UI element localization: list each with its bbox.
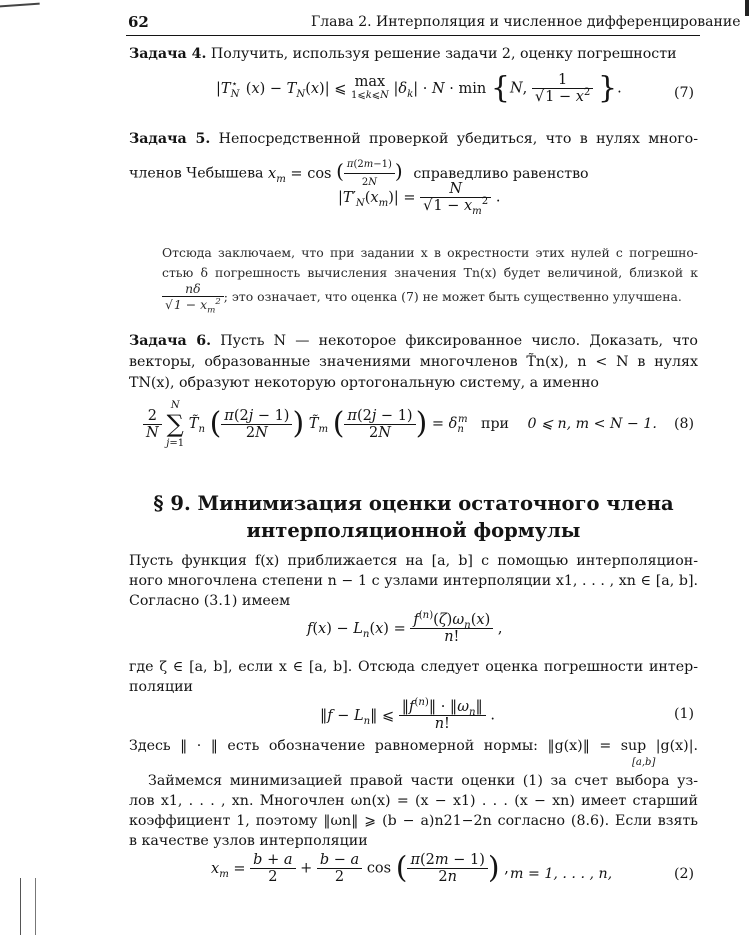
- section-title-line1: § 9. Минимизация оценки остаточного члена: [153, 492, 674, 515]
- sup-subscript: [a,b]: [632, 757, 656, 768]
- formula-2: $x_m$ = $\frac{b + a}{2}$ + $\frac{b - a}{2}$ cos ( $\frac{\pi(2m - 1)}{2n}$ ) ,: [211, 850, 509, 886]
- scan-binding-mark: [20, 878, 36, 935]
- scan-corner-mark: [0, 3, 40, 16]
- body-p4-line3: [129, 813, 698, 830]
- task4-label: Задача 4.: [129, 46, 207, 62]
- task6-cond: 0 ⩽ n, m < N − 1.: [527, 416, 657, 432]
- task6-condition: [481, 416, 657, 433]
- eq-number-7: (7): [674, 85, 695, 101]
- task5-remark-text3: ; это означает, что оценка (7) не может быть существенно улучшена.: [223, 289, 682, 304]
- formula-task4: $|T_N^⋆$ $(x) - T_N(x)|$ ⩽ max 1⩽k⩽N $|\delta_k| \cdot N \cdot \min \{N$, $\frac{1}{√1 - x^2}$ }.: [216, 70, 622, 106]
- section-title-line2: интерполяционной формулы: [246, 519, 581, 542]
- body-p3-line1: [129, 738, 698, 755]
- formula-xm: $x_m = \cos$ ( $\frac{\pi(2m-1)}{2N}$ ): [268, 166, 407, 182]
- task5-remark-line1: [162, 245, 698, 260]
- body-p1-line3: Согласно (3.1) имеем: [129, 593, 291, 609]
- task4-line: [129, 46, 698, 63]
- body-p4-text2: лов x1, . . . , xn. Многочлен ωn(x) = (x − x1) . . . (x − xn) имеет старший: [129, 793, 698, 809]
- body-p1-line1: [129, 553, 698, 570]
- formula-task6: $\frac{2}{N}$ N ∑ j=1 $T̃_n$ ( $\frac{\pi(2j - 1)}{2N}$ ) $T̃_m$ ( $\frac{\pi(2j - 1)}{2N}$ ) = $\delta_n^m$: [143, 398, 474, 450]
- task6-text2: векторы, образованные значениями многочленов T̃n(x), n < N в нулях: [129, 354, 698, 370]
- body-p2-line1: [129, 659, 698, 676]
- eq-number-2: (2): [674, 866, 695, 882]
- eq-number-8: (8): [674, 416, 695, 432]
- body-p4-text1: Займемся минимизацией правой части оценки (1) за счет выбора уз-: [148, 773, 698, 789]
- body-p1-text2: ного многочлена степени n − 1 с узлами интерполяции x1, . . . , xn ∈ [a, b].: [129, 573, 698, 589]
- body-p2-line2: поляции: [129, 679, 193, 695]
- eq-number-1: (1): [674, 706, 695, 722]
- formula-2-range: m = 1, . . . , n,: [510, 866, 613, 882]
- task5-remark-line2: [162, 265, 698, 280]
- task6-label: Задача 6.: [129, 333, 212, 349]
- task5-remark-text1: Отсюда заключаем, что при задании x в окрестности этих нулей с погрешно-: [162, 245, 698, 260]
- task6-line2: [129, 354, 698, 371]
- task5-label: Задача 5.: [129, 131, 211, 147]
- body-p4-line4: в качестве узлов интерполяции: [129, 833, 368, 849]
- task5-line1: [129, 131, 698, 148]
- formula-1: ‖f − $L_n‖$ ⩽ $\frac{‖f^{(n)}‖ \cdot ‖\omega_n‖}{n!}$ .: [320, 697, 496, 732]
- task5-text1: Непосредственной проверкой убедиться, что в нулях много-: [218, 131, 699, 147]
- task4-text: Получить, используя решение задачи 2, оценку погрешности: [210, 46, 677, 62]
- task6-line1: [129, 333, 698, 350]
- task5-remark-line3: $\frac{n\delta}{√1 - x_m^2}$ ; это означает, что оценка (7) не может быть существенно улучшена.: [162, 281, 682, 312]
- scan-edge-mark: [745, 0, 749, 16]
- task5-remark-text2: стью δ погрешность вычисления значения Tn(x) будет величиной, близкой к: [162, 265, 698, 280]
- body-p2-text1: где ζ ∈ [a, b], если x ∈ [a, b]. Отсюда следует оценка погрешности интер-: [129, 659, 698, 675]
- body-p4-line2: [129, 793, 698, 810]
- task5-text2a: членов Чебышева: [129, 165, 264, 182]
- body-p1-line2: [129, 573, 698, 590]
- formula-interp-error: $f(x) - L_n(x)$ = $\frac{f^{(n)}(\zeta)\omega_n(x)}{n!}$ ,: [307, 610, 503, 645]
- body-p4-text3: коэффициент 1, поэтому ‖ωn‖ ⩾ (b − a)n21−2n согласно (8.6). Если взять: [129, 813, 698, 829]
- header-rule: [126, 35, 700, 36]
- body-p3-text1: Здесь ‖ · ‖ есть обозначение равномерной нормы: ‖g(x)‖ = sup |g(x)|.: [129, 738, 698, 754]
- task6-line3: TN(x), образуют некоторую ортогональную систему, а именно: [129, 375, 599, 391]
- task6-cond-word: при: [481, 416, 509, 432]
- formula-task5: $|T'_N(x_m)|$ = $\frac{N}{√1 - x_m^2}$ .: [338, 181, 501, 217]
- running-title: Глава 2. Интерполяция и численное дифференцирование: [311, 14, 741, 30]
- task5-text2b: справедливо равенство: [413, 165, 589, 182]
- task6-text1: Пусть N — некоторое фиксированное число. Доказать, что: [220, 333, 698, 349]
- page-number: 62: [128, 13, 149, 31]
- body-p1-text1: Пусть функция f(x) приближается на [a, b] с помощью интерполяцион-: [129, 553, 698, 569]
- body-p4-line1: [148, 773, 698, 790]
